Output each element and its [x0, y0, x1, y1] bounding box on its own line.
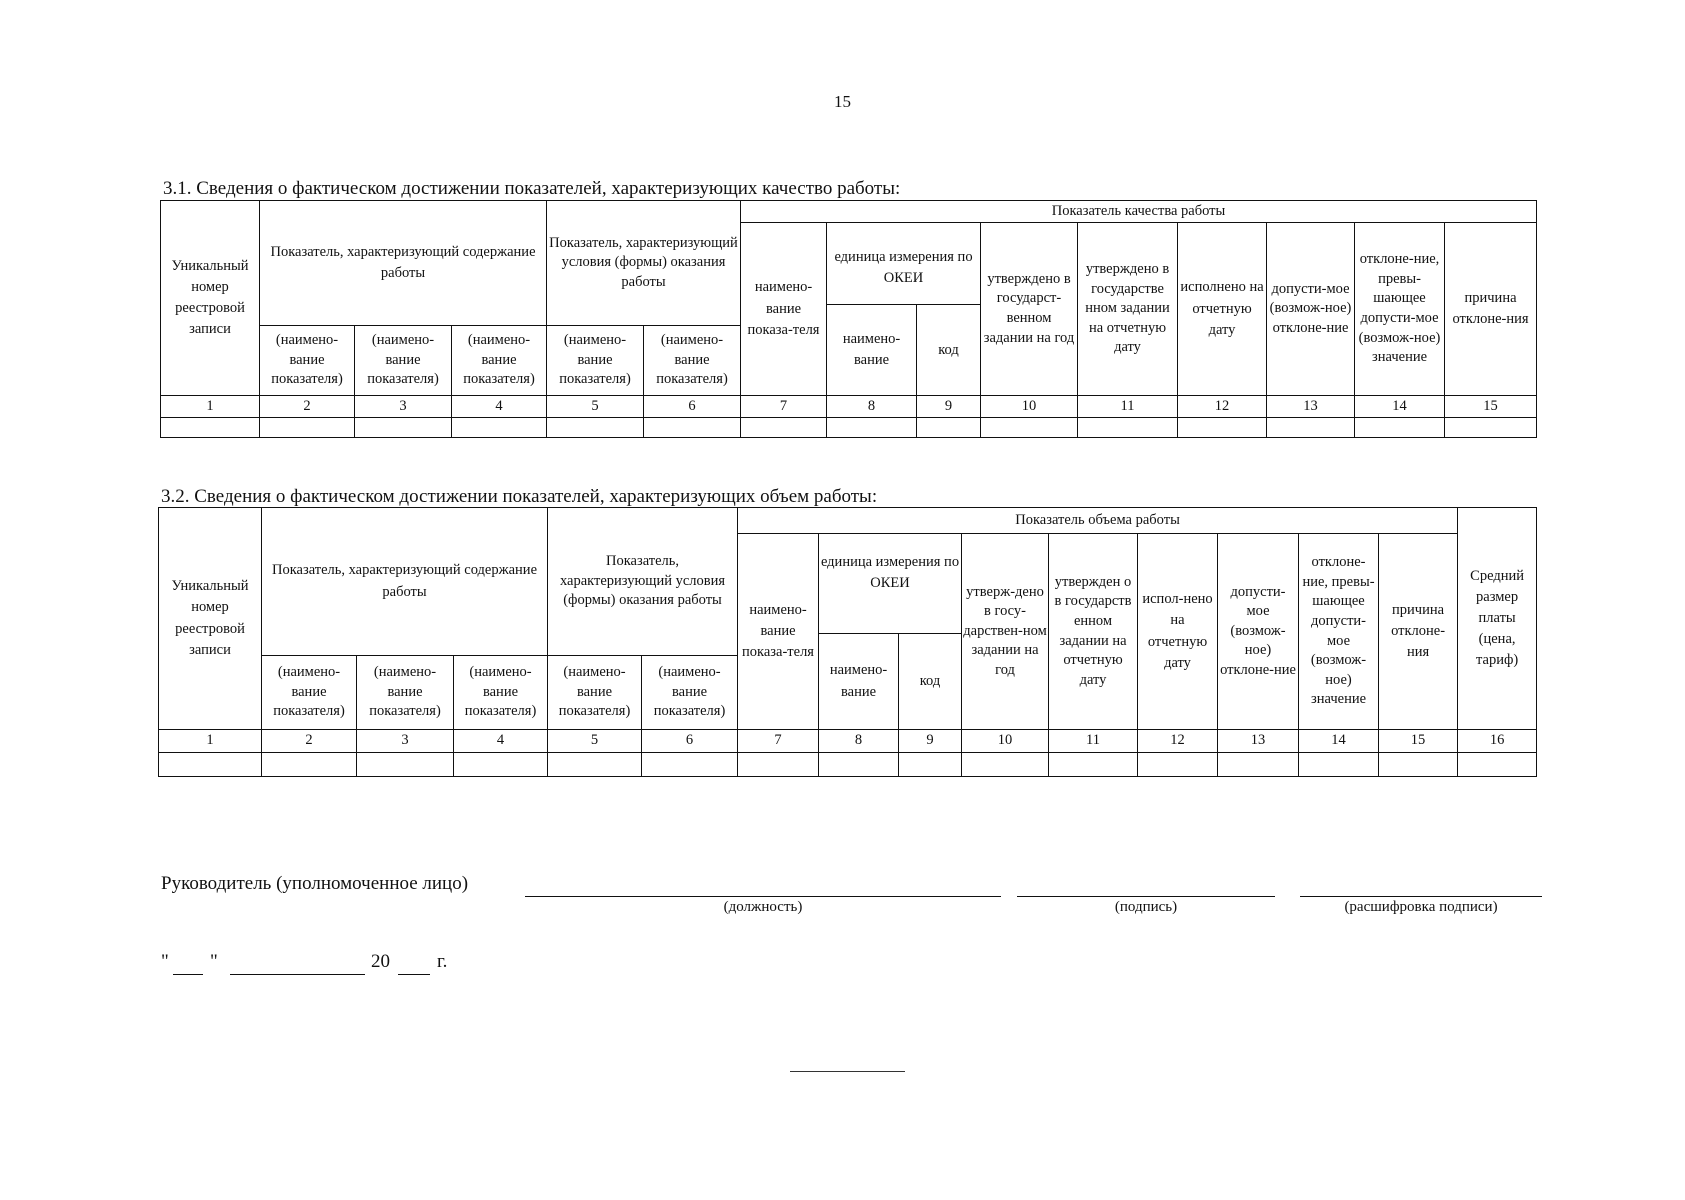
column-number: 5	[548, 730, 642, 753]
quality-indicators-table	[160, 200, 1537, 438]
column-number: 10	[962, 730, 1049, 753]
bottom-separator	[790, 1071, 905, 1072]
unit-name-header: наимено-вание	[827, 305, 917, 396]
date-quote-open: "	[161, 951, 169, 972]
column-number: 4	[454, 730, 548, 753]
date-year-prefix: 20	[371, 951, 390, 972]
content-indicator-header: Показатель, характеризующий содержание работы	[260, 201, 547, 326]
signature-transcript-line[interactable]	[1300, 896, 1542, 897]
column-number: 3	[355, 396, 452, 418]
deviation-reason-header: причина отклоне-ния	[1445, 223, 1537, 396]
data-cell[interactable]	[1458, 753, 1537, 777]
column-number: 12	[1138, 730, 1218, 753]
approved-year-header: утверж-дено в госу-дарствен-ном задании на год	[962, 534, 1049, 730]
condition-indicator-header: Показатель, характеризующий условия (формы) оказания работы	[547, 201, 741, 326]
approved-year-header: утверждено в государст-венном задании на год	[981, 223, 1078, 396]
signature-line[interactable]	[1017, 896, 1275, 897]
table2-title: 3.2. Сведения о фактическом достижении показателей, характеризующих объем работы:	[161, 486, 878, 507]
allowed-deviation-header: допусти-мое (возмож-ное) отклоне-ние	[1267, 223, 1355, 396]
column-number: 15	[1445, 396, 1537, 418]
data-cell[interactable]	[1178, 418, 1267, 438]
column-number: 8	[819, 730, 899, 753]
data-cell[interactable]	[819, 753, 899, 777]
table-row	[159, 753, 1537, 777]
date-month-line[interactable]	[230, 974, 365, 975]
data-cell[interactable]	[962, 753, 1049, 777]
column-number: 5	[547, 396, 644, 418]
data-cell[interactable]	[357, 753, 454, 777]
sub-indicator-name: (наимено-вание показателя)	[644, 326, 741, 396]
column-number: 1	[159, 730, 262, 753]
approved-date-header: утвержден о в государств енном задании на отчетную дату	[1049, 534, 1138, 730]
column-number: 13	[1267, 396, 1355, 418]
sub-indicator-name: (наимено-вание показателя)	[547, 326, 644, 396]
column-number: 11	[1049, 730, 1138, 753]
data-cell[interactable]	[548, 753, 642, 777]
approved-date-header: утверждено в государстве нном задании на отчетную дату	[1078, 223, 1178, 396]
unit-name-header: наимено-вание	[819, 634, 899, 730]
column-number: 15	[1379, 730, 1458, 753]
data-cell[interactable]	[260, 418, 355, 438]
condition-indicator-header: Показатель, характеризующий условия (формы) оказания работы	[548, 508, 738, 656]
head-signature-label: Руководитель (уполномоченное лицо)	[161, 873, 469, 894]
column-number: 16	[1458, 730, 1537, 753]
data-cell[interactable]	[1078, 418, 1178, 438]
executed-header: исполнено на отчетную дату	[1178, 223, 1267, 396]
data-cell[interactable]	[161, 418, 260, 438]
data-cell[interactable]	[644, 418, 741, 438]
table1-title: 3.1. Сведения о фактическом достижении показателей, характеризующих качество работы:	[163, 178, 901, 199]
column-number: 7	[741, 396, 827, 418]
okei-unit-header: единица измерения по ОКЕИ	[827, 223, 981, 305]
column-number-row	[159, 730, 1537, 753]
signature-transcript-caption: (расшифровка подписи)	[1344, 899, 1498, 915]
sub-indicator-name: (наимено-вание показателя)	[262, 656, 357, 730]
indicator-name-header: наимено-вание показа-теля	[738, 534, 819, 730]
data-cell[interactable]	[1267, 418, 1355, 438]
date-day-line[interactable]	[173, 974, 203, 975]
data-cell[interactable]	[547, 418, 644, 438]
column-number: 1	[161, 396, 260, 418]
column-number: 9	[899, 730, 962, 753]
column-number: 14	[1355, 396, 1445, 418]
unique-number-header: Уникальный номер реестровой записи	[159, 508, 262, 730]
position-line[interactable]	[525, 896, 1001, 897]
column-number: 8	[827, 396, 917, 418]
sub-indicator-name: (наимено-вание показателя)	[642, 656, 738, 730]
volume-indicators-table	[158, 507, 1537, 777]
exceeding-deviation-header: отклоне-ние, превы-шающее допусти-мое (возмож-ное) значение	[1355, 223, 1445, 396]
column-number: 4	[452, 396, 547, 418]
sub-indicator-name: (наимено-вание показателя)	[260, 326, 355, 396]
sub-indicator-name: (наимено-вание показателя)	[355, 326, 452, 396]
signature-caption: (подпись)	[1114, 899, 1178, 915]
column-number: 11	[1078, 396, 1178, 418]
date-suffix: г.	[437, 951, 448, 972]
okei-unit-header: единица измерения по ОКЕИ	[819, 534, 962, 634]
sub-indicator-name: (наимено-вание показателя)	[454, 656, 548, 730]
executed-header: испол-нено на отчетную дату	[1138, 534, 1218, 730]
column-number: 9	[917, 396, 981, 418]
column-number-row	[161, 396, 1537, 418]
position-caption: (должность)	[723, 899, 803, 915]
data-cell[interactable]	[454, 753, 548, 777]
column-number: 2	[262, 730, 357, 753]
unique-number-header: Уникальный номер реестровой записи	[161, 201, 260, 396]
column-number: 13	[1218, 730, 1299, 753]
data-cell[interactable]	[738, 753, 819, 777]
data-cell[interactable]	[981, 418, 1078, 438]
data-cell[interactable]	[355, 418, 452, 438]
allowed-deviation-header: допусти-мое (возмож-ное) отклоне-ние	[1218, 534, 1299, 730]
data-cell[interactable]	[1355, 418, 1445, 438]
column-number: 14	[1299, 730, 1379, 753]
exceeding-deviation-header: отклоне-ние, превы-шающее допусти-мое (возмож-ное) значение	[1299, 534, 1379, 730]
volume-indicator-group-header: Показатель объема работы	[738, 508, 1458, 534]
page-number: 15	[834, 92, 851, 111]
data-cell[interactable]	[1218, 753, 1299, 777]
column-number: 10	[981, 396, 1078, 418]
column-number: 6	[642, 730, 738, 753]
unit-code-header: код	[917, 305, 981, 396]
data-cell[interactable]	[1138, 753, 1218, 777]
column-number: 6	[644, 396, 741, 418]
date-quote-close: "	[210, 951, 218, 972]
sub-indicator-name: (наимено-вание показателя)	[357, 656, 454, 730]
data-cell[interactable]	[827, 418, 917, 438]
data-cell[interactable]	[452, 418, 547, 438]
date-year-line[interactable]	[398, 974, 430, 975]
data-cell[interactable]	[1445, 418, 1537, 438]
data-cell[interactable]	[917, 418, 981, 438]
data-cell[interactable]	[642, 753, 738, 777]
indicator-name-header: наимено-вание показа-теля	[741, 223, 827, 396]
unit-code-header: код	[899, 634, 962, 730]
sub-indicator-name: (наимено-вание показателя)	[452, 326, 547, 396]
avg-payment-header: Средний размер платы (цена, тариф)	[1458, 508, 1537, 730]
data-cell[interactable]	[1379, 753, 1458, 777]
table-row	[161, 418, 1537, 438]
quality-indicator-group-header: Показатель качества работы	[741, 201, 1537, 223]
data-cell[interactable]	[262, 753, 357, 777]
sub-indicator-name: (наимено-вание показателя)	[548, 656, 642, 730]
column-number: 7	[738, 730, 819, 753]
column-number: 12	[1178, 396, 1267, 418]
column-number: 2	[260, 396, 355, 418]
data-cell[interactable]	[1049, 753, 1138, 777]
data-cell[interactable]	[899, 753, 962, 777]
data-cell[interactable]	[1299, 753, 1379, 777]
deviation-reason-header: причина отклоне-ния	[1379, 534, 1458, 730]
data-cell[interactable]	[159, 753, 262, 777]
column-number: 3	[357, 730, 454, 753]
data-cell[interactable]	[741, 418, 827, 438]
content-indicator-header: Показатель, характеризующий содержание работы	[262, 508, 548, 656]
